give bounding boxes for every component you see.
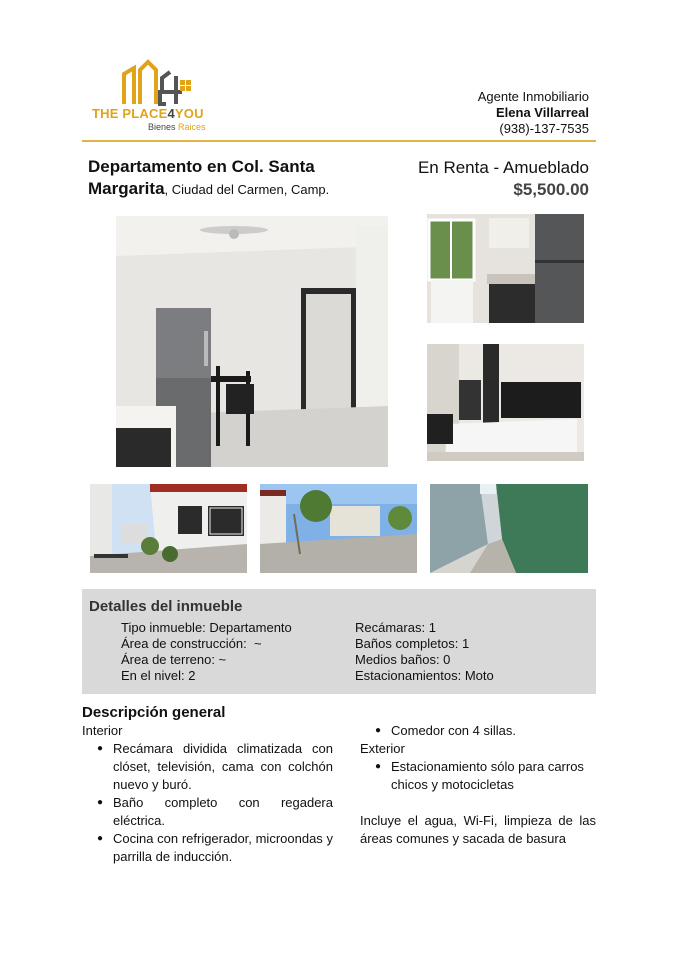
kitchen-dining-photo[interactable] [116, 216, 388, 467]
list-item: ● Baño completo con regadera eléctrica. [113, 794, 333, 830]
description-left-column [82, 722, 333, 866]
bedroom-photo[interactable] [427, 344, 584, 461]
listing-title-main: Departamento en Col. Santa Margarita [88, 157, 315, 198]
description-right-column [360, 722, 596, 848]
header-divider [82, 140, 596, 142]
detail-full-baths: Baños completos: 1 [355, 636, 470, 651]
interior-list [82, 740, 333, 866]
courtyard-photo[interactable] [260, 484, 417, 573]
brand-name-part3: YOU [174, 106, 204, 121]
detail-parking: Estacionamientos: Moto [355, 668, 494, 683]
details-left-column [121, 620, 292, 684]
detail-construction-area: Área de construcción: ~ [121, 636, 262, 651]
brand-name-part2: 4 [167, 106, 175, 121]
property-details [82, 589, 596, 694]
listing-location: , Ciudad del Carmen, Camp. [164, 182, 330, 197]
agent-phone[interactable]: (938)-137-7535 [499, 121, 589, 136]
house-logo-icon [90, 58, 230, 108]
interior-list-continued [360, 722, 596, 740]
building-exterior-photo[interactable] [90, 484, 247, 573]
details-heading: Detalles del inmueble [89, 598, 243, 615]
includes-note: Incluye el agua, Wi-Fi, limpieza de las áreas comunes y sacada de basura [360, 813, 596, 846]
list-item: ● Cocina con refrigerador, microondas y parrilla de inducción. [113, 830, 333, 866]
detail-bedrooms: Recámaras: 1 [355, 620, 436, 635]
agent-contact [478, 89, 589, 137]
description-heading: Descripción general [82, 704, 226, 721]
brand-sub-part1: Bienes [148, 122, 176, 132]
detail-property-type: Tipo inmueble: Departamento [121, 620, 292, 635]
brand-subtitle [148, 122, 206, 132]
list-item: ● Estacionamiento sólo para carros chicos y motocicletas [391, 758, 596, 794]
list-item: ● Comedor con 4 sillas. [391, 722, 596, 740]
detail-half-baths: Medios baños: 0 [355, 652, 451, 667]
exterior-label: Exterior [360, 741, 405, 756]
listing-price: $5,500.00 [513, 180, 589, 199]
agent-role: Agente Inmobiliario [477, 89, 589, 104]
list-item: ● Recámara dividida climatizada con clóset, televisión, cama con colchón nuevo y buró. [113, 740, 333, 794]
agent-name: Elena Villarreal [496, 105, 589, 120]
interior-label: Interior [82, 723, 123, 738]
detail-land-area: Área de terreno: ~ [121, 652, 227, 667]
side-alley-photo[interactable] [430, 484, 588, 573]
listing-status-text: En Renta - Amueblado [417, 158, 589, 177]
details-right-column [355, 620, 494, 684]
exterior-list [360, 758, 596, 794]
kitchenette-window-photo[interactable] [427, 214, 584, 323]
brand-sub-part2: Raices [178, 122, 206, 132]
listing-status [418, 157, 589, 201]
brand-name [92, 106, 204, 121]
detail-floor-level: En el nivel: 2 [121, 668, 196, 683]
brand-name-part1: THE PLACE [92, 106, 168, 121]
listing-title [88, 156, 388, 201]
